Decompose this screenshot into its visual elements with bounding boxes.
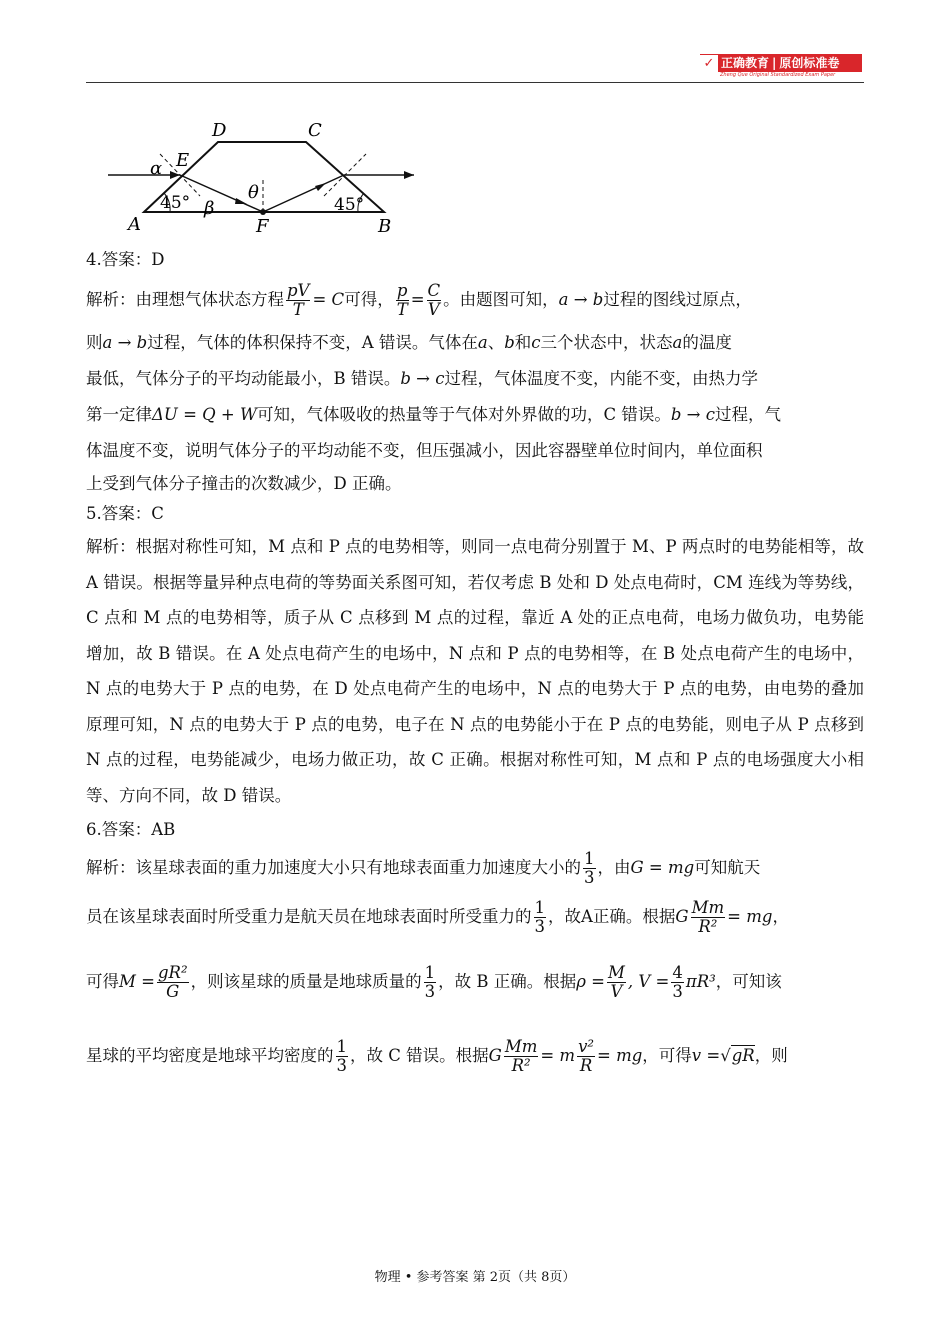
q6-line4: 星球的平均密度是地球平均密度的 $\frac{1}{3}$ ，故 C 错误。根据G $\frac{Mm}{\text{R²}}$ = m $\frac{\text{v²}}{R}$ = mg，可得v =√gR，则 [86, 1036, 788, 1075]
logo-brand: 正确教育 [721, 56, 770, 70]
label-E: E [176, 150, 190, 171]
q4-line5: 体温度不变，说明气体分子的平均动能不变，但压强减小，因此容器壁单位时间内，单位面积 [86, 441, 763, 460]
q4-line4: 第一定律ΔU = Q + W可知，气体吸收的热量等于气体对外界做的功，C 错误。b → c过程，气 [86, 405, 781, 424]
checkmark-icon: ✓ [700, 55, 718, 73]
label-alpha: α [150, 158, 163, 179]
label-B: B [378, 216, 392, 237]
q6-line3: 可得M = $\frac{\text{gR²}}{G}$ ，则该星球的质量是地球质量的 $\frac{1}{3}$ ，故 B 正确。根据ρ = $\frac{M}{V}$ , V = $\frac{4}{3}$ πR³，可知该 [86, 962, 782, 1001]
label-angle-right: 45° [334, 195, 365, 215]
optics-diagram [108, 118, 420, 238]
q5-explanation: 解析：根据对称性可知，M 点和 P 点的电势相等，则同一点电荷分别置于 M、P 两点时的电势能相等，故 A 错误。根据等量异种点电荷的等势面关系图可知，若仅考虑 B 处和 D 处点电荷时，CM 连线为等势线，C 点和 M 点的电势相等，质子从 C 点移到 M 点的过程，靠近 A 处的正点电荷，电场力做负功，电势能增加，故 B 错误。在 A 处点电荷产生的电场中，N 点和 P 点的电势相等，在 B 处点电荷产生的电场中，N 点的电势大于 P 点的电势，在 D 处点电荷产生的电场中，N 点的电势大于 P 点的电势，由电势的叠加原理可知，N 点的电势大于 P 点的电势，电子在 N 点的电势能小于在 P 点的电势能，则电子从 P 点移到 N 点的过程，电势能减少，电场力做正功，故 C 正确。根据对称性可知，M 点和 P 点的电场强度大小相等、方向不同，故 D 错误。 [86, 537, 864, 805]
q4-line2: 则a → b过程，气体的体积保持不变，A 错误。气体在a、b和c三个状态中，状态a的温度 [86, 333, 732, 352]
label-A: A [128, 214, 141, 235]
header-rule [86, 82, 864, 83]
q4-line3: 最低，气体分子的平均动能最小，B 错误。b → c过程，气体温度不变，内能不变，由热力学 [86, 369, 758, 388]
label-F: F [256, 216, 269, 237]
label-D: D [212, 120, 227, 141]
q4-answer: 4.答案：D [86, 250, 165, 269]
label-theta: θ [248, 182, 259, 203]
label-angle-left: 45° [160, 193, 191, 213]
q5-answer: 5.答案：C [86, 504, 164, 523]
q6-answer: 6.答案：AB [86, 820, 176, 839]
q4-line1: 解析：由理想气体状态方程 $\frac{pV}{T}$ = C可得， $\frac{p}{T}$ = $\frac{C}{V}$ 。由题图可知，a → b过程的图线过原点， [86, 280, 752, 319]
page-footer: 物理 • 参考答案 第 2页（共 8页） [374, 1270, 576, 1285]
q6-line1: 解析：该星球表面的重力加速度大小只有地球表面重力加速度大小的 $\frac{1}{3}$ ，由G = mg可知航天 [86, 848, 761, 887]
logo-series: 原创标准卷 [779, 56, 840, 70]
answer-content [86, 245, 864, 1091]
label-beta: β [204, 198, 215, 219]
label-C: C [308, 120, 322, 141]
logo-subtitle: Zheng Que Original Standardized Exam Paper [720, 72, 836, 78]
publisher-logo: ✓ 正确教育 | 原创标准卷 Zheng Que Original Standardized Exam Paper [700, 54, 862, 78]
q6-line2: 员在该星球表面时所受重力是航天员在地球表面时所受重力的 $\frac{1}{3}$ ，故A正确。根据G $\frac{Mm}{\text{R²}}$ = mg， [86, 897, 789, 936]
q4-line6: 上受到气体分子撞击的次数减少，D 正确。 [86, 474, 402, 493]
